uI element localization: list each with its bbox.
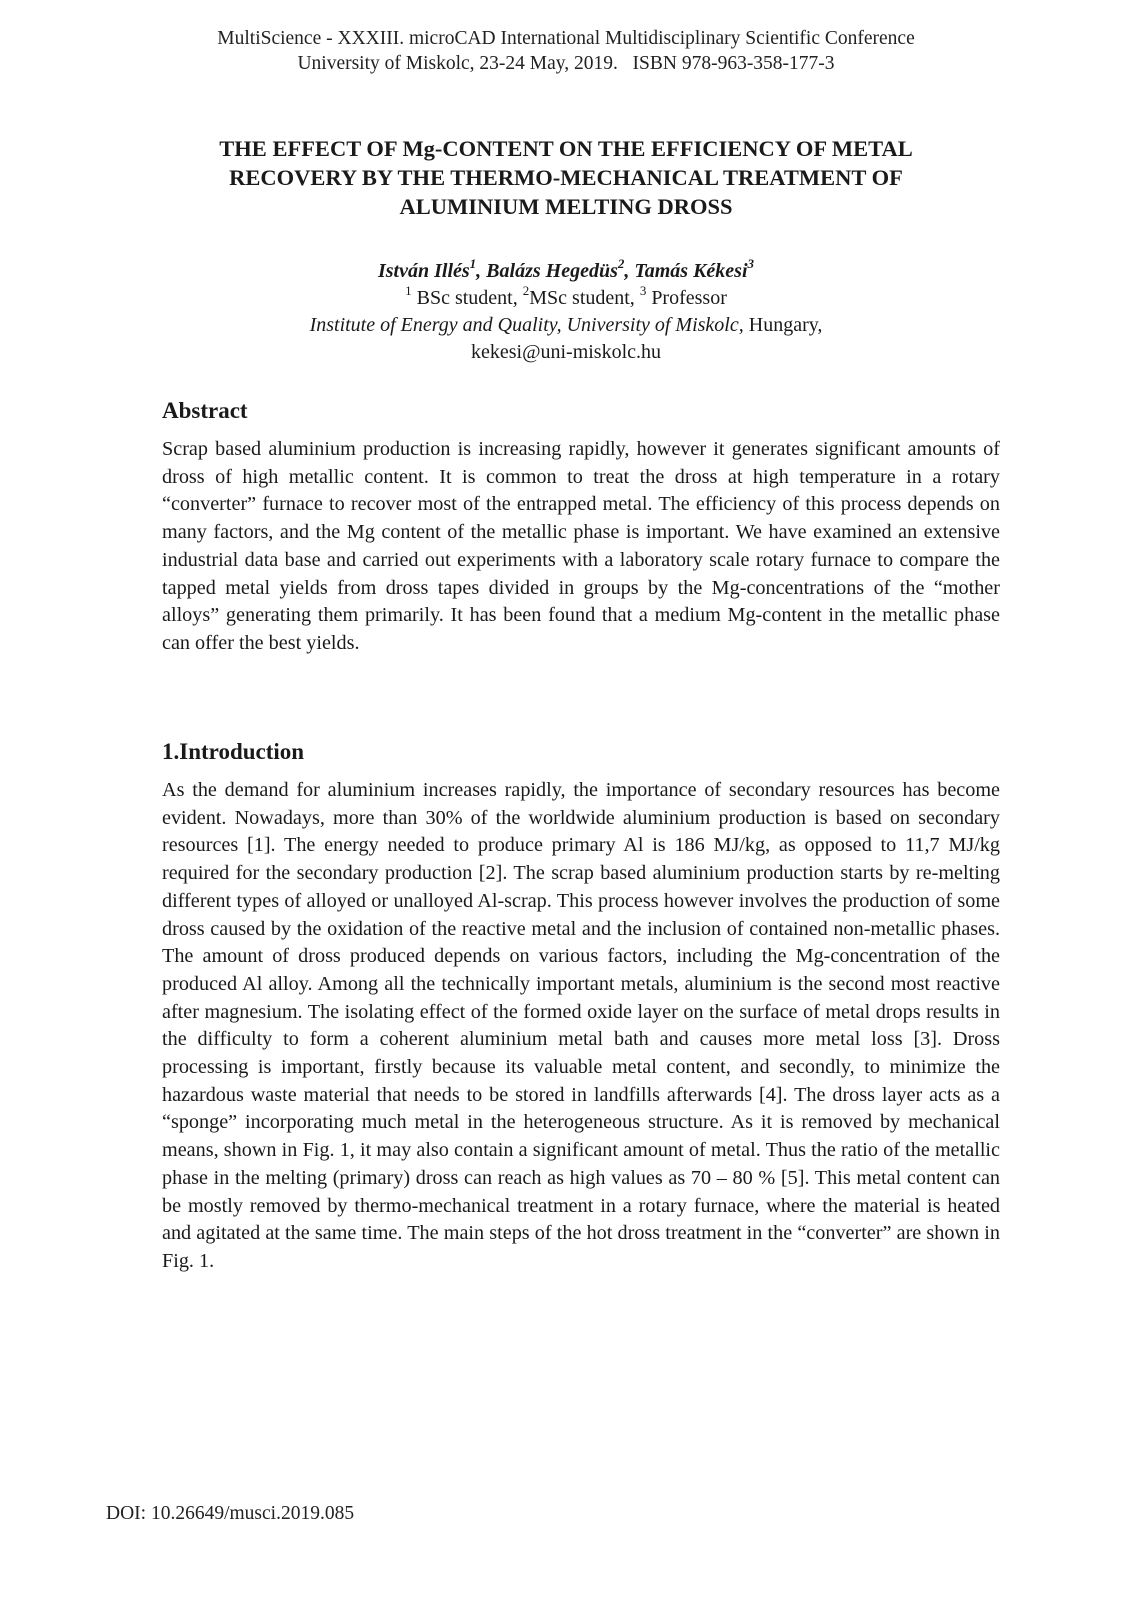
author-block [0,258,1132,366]
author-2-sup: 2 [617,256,625,272]
role-1: BSc student, [416,287,523,309]
author-roles [0,285,1132,312]
doi-footer: DOI: 10.26649/musci.2019.085 [106,1503,355,1524]
role-2-sup: 2 [522,283,530,299]
author-2: Balázs Hegedüs [486,260,618,282]
title-line-1: THE EFFECT OF Mg-CONTENT ON THE EFFICIENCY OF METAL [219,136,913,161]
author-separator: , [624,260,635,282]
introduction-paragraph: As the demand for aluminium increases rapidly, the importance of secondary resources has become evident. Nowadays, more than 30% of the worldwide aluminium production is based on secondary resources [1]. The energy needed to produce primary Al is 186 MJ/kg, as opposed to 11,7 MJ/kg required for the secondary production [2]. The scrap based aluminium production starts by re-melting different types of alloyed or unalloyed Al-scrap. This process however involves the production of some dross caused by the oxidation of the reactive metal and the inclusion of contained non-metallic phases. The amount of dross produced depends on various factors, including the Mg-concentration of the produced Al alloy. Among all the technically important metals, aluminium is the second most reactive after magnesium. The isolating effect of the formed oxide layer on the surface of metal drops results in the difficulty to form a coherent aluminium metal bath and causes more metal loss [3]. Dross processing is important, firstly because its valuable metal content, and secondly, to minimize the hazardous waste material that needs to be stored in landfills afterwards [4]. The dross layer acts as a “sponge” incorporating much metal in the heterogeneous structure. As it is removed by mechanical means, shown in Fig. 1, it may also contain a significant amount of metal. Thus the ratio of the metallic phase in the melting (primary) dross can reach as high values as 70 – 80 % [5]. This metal content can be mostly removed by thermo-mechanical treatment in a rotary furnace, where the material is heated and agitated at the same time. The main steps of the hot dross treatment in the “converter” are shown in Fig. 1. [162,779,1000,1272]
institute-name: Institute of Energy and Quality, University of Miskolc, [309,314,744,336]
author-separator: , [476,260,487,282]
conference-header [0,26,1132,76]
author-3: Tamás Kékesi [634,260,748,282]
author-3-sup: 3 [747,256,755,272]
author-names [0,258,1132,285]
abstract-paragraph: Scrap based aluminium production is increasing rapidly, however it generates significant amounts of dross of high metallic content. It is common to treat the dross at high temperature in a rotary “converter” furnace to recover most of the entrapped metal. The efficiency of this process depends on many factors, and the Mg content of the metallic phase is important. We have examined an extensive industrial data base and carried out experiments with a laboratory scale rotary furnace to compare the tapped metal yields from dross tapes divided in groups by the Mg-concentrations of the “mother alloys” generating them primarily. It has been found that a medium Mg-content in the metallic phase can offer the best yields. [162,438,1000,654]
paper-title [120,134,1012,221]
conference-venue-isbn: University of Miskolc, 23-24 May, 2019. ISBN 978-963-358-177-3 [297,53,835,74]
country: Hungary, [743,314,823,336]
affiliation [0,312,1132,339]
abstract-heading: Abstract [162,398,248,423]
conference-name: MultiScience - XXXIII. microCAD International Multidisciplinary Scientific Conference [217,28,915,49]
title-line-3: ALUMINIUM MELTING DROSS [399,194,733,219]
title-line-2: RECOVERY BY THE THERMO-MECHANICAL TREATMENT OF [229,165,903,190]
role-2: MSc student, [529,287,640,309]
role-1-sup: 1 [405,283,412,299]
author-1: István Illés [377,260,470,282]
contact-email[interactable]: kekesi@uni-miskolc.hu [470,341,662,363]
role-3-sup: 3 [639,283,647,299]
introduction-heading: 1.Introduction [162,739,305,764]
author-1-sup: 1 [469,256,477,272]
role-3: Professor [651,287,727,309]
